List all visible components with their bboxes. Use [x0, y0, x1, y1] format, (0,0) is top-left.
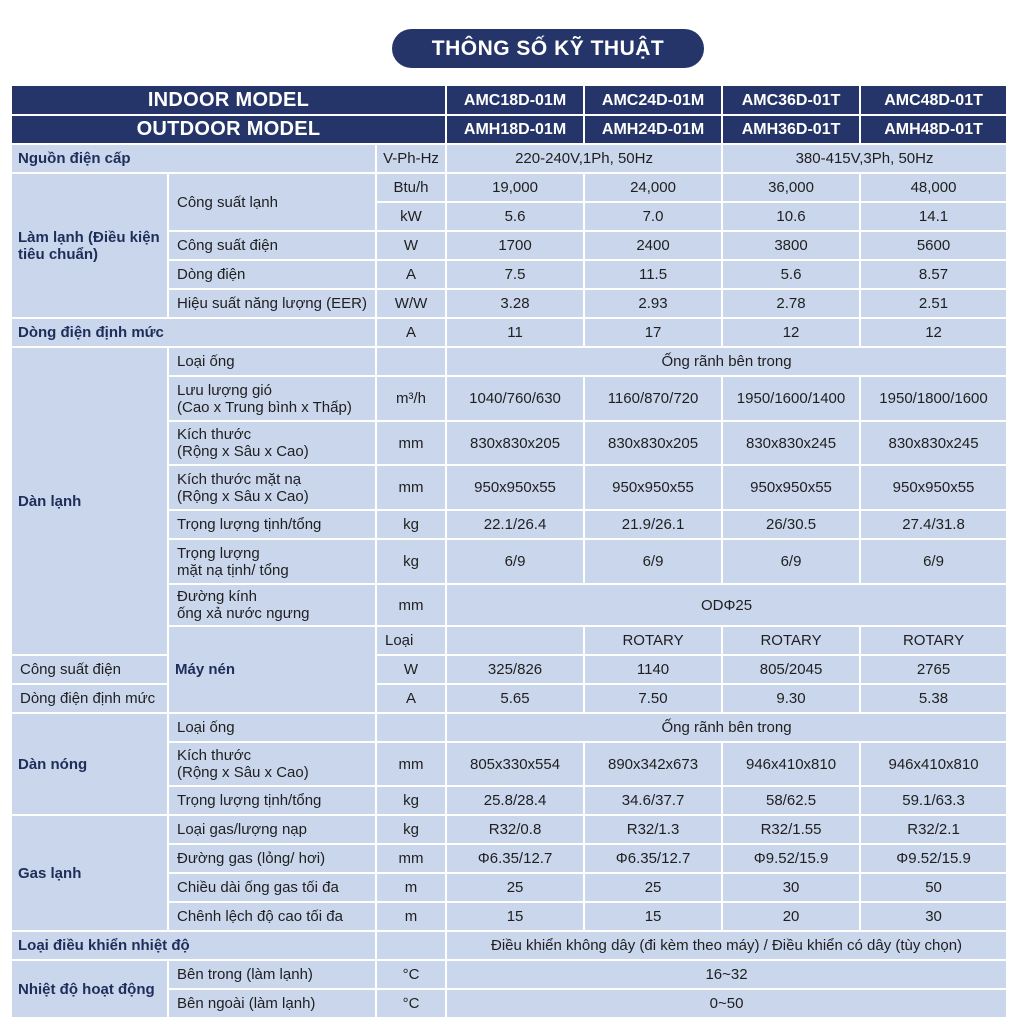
table-cell: °C: [376, 989, 446, 1018]
row-label: Trọng lượng tịnh/tổng: [168, 786, 376, 815]
table-cell: 5.6: [722, 260, 860, 289]
table-cell: 1950/1600/1400: [722, 376, 860, 421]
indoor-model-label: INDOOR MODEL: [12, 86, 446, 115]
table-cell: 48,000: [860, 173, 1007, 202]
table-cell: 25.8/28.4: [446, 786, 584, 815]
table-cell: 950x950x55: [446, 465, 584, 510]
indoor-model-1: AMC18D-01M: [446, 86, 584, 115]
page-title: THÔNG SỐ KỸ THUẬT: [392, 29, 704, 68]
outdoor-model-label: OUTDOOR MODEL: [12, 115, 446, 144]
row-label: Chênh lệch độ cao tối đa: [168, 902, 376, 931]
row-label-line: Lưu lượng gió: [177, 381, 272, 399]
cooling-group-label: Làm lạnh (Điều kiện tiêu chuẩn): [12, 173, 168, 318]
table-cell: 6/9: [446, 539, 584, 584]
rated-current-label: Dòng điện định mức: [12, 318, 376, 347]
table-cell: 10.6: [722, 202, 860, 231]
table-cell: 19,000: [446, 173, 584, 202]
table-cell: 34.6/37.7: [584, 786, 722, 815]
row-label: Công suất điện: [12, 655, 168, 684]
table-row: [12, 713, 1007, 742]
row-label-line: (Rộng x Sâu x Cao): [177, 764, 309, 781]
row-label-line: ống xả nước ngưng: [177, 605, 310, 622]
table-cell: 0~50: [446, 989, 1007, 1018]
table-cell: A: [376, 684, 446, 713]
table-cell: 11: [446, 318, 584, 347]
table-cell: 2.78: [722, 289, 860, 318]
spec-table: [12, 86, 1008, 1019]
row-label: Loại: [376, 626, 446, 655]
table-cell: 30: [722, 873, 860, 902]
table-cell: 830x830x205: [446, 421, 584, 465]
table-cell: R32/0.8: [446, 815, 584, 844]
power-supply-1ph: 220-240V,1Ph, 50Hz: [446, 144, 722, 173]
table-cell: 27.4/31.8: [860, 510, 1007, 539]
table-cell: 830x830x245: [722, 421, 860, 465]
control-row: [12, 931, 1007, 960]
table-cell: 950x950x55: [722, 465, 860, 510]
table-cell: kW: [376, 202, 446, 231]
table-cell: 16~32: [446, 960, 1007, 989]
table-cell: 58/62.5: [722, 786, 860, 815]
row-label: Bên trong (làm lạnh): [168, 960, 376, 989]
table-cell: 14.1: [860, 202, 1007, 231]
table-cell: °C: [376, 960, 446, 989]
row-label-line: Đường kính: [177, 588, 257, 605]
table-cell: 3800: [722, 231, 860, 260]
outdoor-model-2: AMH24D-01M: [584, 115, 722, 144]
table-cell: Φ9.52/15.9: [860, 844, 1007, 873]
table-cell: 805/2045: [722, 655, 860, 684]
table-cell: 1700: [446, 231, 584, 260]
table-cell: Φ6.35/12.7: [446, 844, 584, 873]
table-cell: kg: [376, 510, 446, 539]
table-cell: A: [376, 260, 446, 289]
compressor-group-label: Máy nén: [168, 626, 376, 713]
table-cell: 6/9: [584, 539, 722, 584]
table-cell: 950x950x55: [584, 465, 722, 510]
outdoor-model-3: AMH36D-01T: [722, 115, 860, 144]
table-cell: W: [376, 231, 446, 260]
row-label-line: Kích thước: [177, 747, 252, 764]
table-cell: kg: [376, 786, 446, 815]
table-cell: 2400: [584, 231, 722, 260]
row-label: [168, 539, 376, 584]
table-cell: Ống rãnh bên trong: [446, 713, 1007, 742]
table-cell: 24,000: [584, 173, 722, 202]
row-label: Loại ống: [168, 347, 376, 376]
table-cell: 7.0: [584, 202, 722, 231]
power-supply-label: Nguồn điện cấp: [12, 144, 376, 173]
table-cell: R32/1.55: [722, 815, 860, 844]
row-label-line: mặt nạ tịnh/ tổng: [177, 561, 289, 579]
table-cell: 1950/1800/1600: [860, 376, 1007, 421]
table-cell: 946x410x810: [722, 742, 860, 786]
row-label-line: Kích thước: [177, 426, 252, 443]
table-row: [12, 347, 1007, 376]
table-row: [12, 173, 1007, 202]
row-label-line: Kích thước mặt nạ: [177, 470, 302, 488]
table-cell: 22.1/26.4: [446, 510, 584, 539]
table-cell: [376, 713, 446, 742]
row-label: Bên ngoài (làm lạnh): [168, 989, 376, 1018]
refrigerant-group-label: Gas lạnh: [12, 815, 168, 931]
control-label: Loại điều khiển nhiệt độ: [12, 931, 376, 960]
table-cell: ROTARY: [860, 626, 1007, 655]
indoor-model-3: AMC36D-01T: [722, 86, 860, 115]
table-cell: 36,000: [722, 173, 860, 202]
outdoor-model-row: [12, 115, 1007, 144]
operating-temp-group-label: Nhiệt độ hoạt động: [12, 960, 168, 1018]
row-label: Đường gas (lỏng/ hơi): [168, 844, 376, 873]
table-cell: 7.50: [584, 684, 722, 713]
table-cell: 5.6: [446, 202, 584, 231]
table-row: [12, 815, 1007, 844]
indoor-model-4: AMC48D-01T: [860, 86, 1007, 115]
row-label: Công suất điện: [168, 231, 376, 260]
table-cell: Φ9.52/15.9: [722, 844, 860, 873]
table-cell: m³/h: [376, 376, 446, 421]
table-cell: 890x342x673: [584, 742, 722, 786]
table-cell: ROTARY: [584, 626, 722, 655]
table-cell: 17: [584, 318, 722, 347]
table-cell: 5600: [860, 231, 1007, 260]
table-cell: W: [376, 655, 446, 684]
table-cell: 805x330x554: [446, 742, 584, 786]
table-cell: kg: [376, 539, 446, 584]
table-cell: 5.38: [860, 684, 1007, 713]
table-cell: 950x950x55: [860, 465, 1007, 510]
table-cell: mm: [376, 584, 446, 626]
table-row: [12, 655, 1007, 684]
table-cell: [376, 347, 446, 376]
table-cell: 2.93: [584, 289, 722, 318]
row-label-line: (Rộng x Sâu x Cao): [177, 487, 309, 505]
row-label: [168, 421, 376, 465]
table-row: [12, 684, 1007, 713]
table-cell: 26/30.5: [722, 510, 860, 539]
table-cell: mm: [376, 465, 446, 510]
table-cell: mm: [376, 742, 446, 786]
table-cell: ROTARY: [722, 626, 860, 655]
table-cell: [376, 931, 446, 960]
table-cell: 59.1/63.3: [860, 786, 1007, 815]
table-cell: 1140: [584, 655, 722, 684]
table-row: [12, 960, 1007, 989]
table-cell: 946x410x810: [860, 742, 1007, 786]
row-label: Dòng điện định mức: [12, 684, 168, 713]
table-cell: 25: [446, 873, 584, 902]
table-cell: 1040/760/630: [446, 376, 584, 421]
rated-current-row: [12, 318, 1007, 347]
table-cell: R32/2.1: [860, 815, 1007, 844]
row-label: Hiệu suất năng lượng (EER): [168, 289, 376, 318]
outdoor-model-4: AMH48D-01T: [860, 115, 1007, 144]
table-cell: 50: [860, 873, 1007, 902]
row-label: Loại gas/lượng nạp: [168, 815, 376, 844]
outdoor-model-1: AMH18D-01M: [446, 115, 584, 144]
table-cell: 1160/870/720: [584, 376, 722, 421]
table-cell: W/W: [376, 289, 446, 318]
table-cell: 21.9/26.1: [584, 510, 722, 539]
table-cell: m: [376, 873, 446, 902]
table-cell: 15: [584, 902, 722, 931]
cooling-capacity-label: Công suất lạnh: [168, 173, 376, 231]
row-label-line: (Cao x Trung bình x Thấp): [177, 398, 352, 416]
table-cell: 6/9: [722, 539, 860, 584]
control-value: Điều khiển không dây (đi kèm theo máy) / Điều khiển có dây (tùy chọn): [446, 931, 1007, 960]
indoor-model-row: [12, 86, 1007, 115]
indoor-model-2: AMC24D-01M: [584, 86, 722, 115]
table-cell: 9.30: [722, 684, 860, 713]
row-label: Trọng lượng tịnh/tổng: [168, 510, 376, 539]
row-label-line: Trọng lượng: [177, 544, 260, 562]
table-cell: 15: [446, 902, 584, 931]
table-cell: ODΦ25: [446, 584, 1007, 626]
table-cell: 12: [860, 318, 1007, 347]
table-cell: 2765: [860, 655, 1007, 684]
row-label: Dòng điện: [168, 260, 376, 289]
table-cell: [446, 626, 584, 655]
row-label-line: (Rộng x Sâu x Cao): [177, 443, 309, 460]
table-cell: 830x830x205: [584, 421, 722, 465]
row-label: Loại ống: [168, 713, 376, 742]
table-cell: 6/9: [860, 539, 1007, 584]
table-cell: 20: [722, 902, 860, 931]
table-cell: m: [376, 902, 446, 931]
row-label: [168, 376, 376, 421]
table-cell: 2.51: [860, 289, 1007, 318]
row-label: [168, 584, 376, 626]
table-cell: 11.5: [584, 260, 722, 289]
row-label: [168, 742, 376, 786]
row-label: Chiều dài ống gas tối đa: [168, 873, 376, 902]
table-cell: mm: [376, 844, 446, 873]
table-cell: 25: [584, 873, 722, 902]
table-cell: Btu/h: [376, 173, 446, 202]
table-cell: 830x830x245: [860, 421, 1007, 465]
indoor-unit-group-label: Dàn lạnh: [12, 347, 168, 655]
table-cell: Φ6.35/12.7: [584, 844, 722, 873]
table-cell: mm: [376, 421, 446, 465]
power-supply-row: [12, 144, 1007, 173]
table-cell: 3.28: [446, 289, 584, 318]
table-cell: kg: [376, 815, 446, 844]
row-label: [168, 465, 376, 510]
table-cell: R32/1.3: [584, 815, 722, 844]
table-cell: 8.57: [860, 260, 1007, 289]
table-cell: A: [376, 318, 446, 347]
power-supply-unit: V-Ph-Hz: [376, 144, 446, 173]
table-cell: 12: [722, 318, 860, 347]
table-cell: 325/826: [446, 655, 584, 684]
table-cell: 5.65: [446, 684, 584, 713]
table-cell: Ống rãnh bên trong: [446, 347, 1007, 376]
power-supply-3ph: 380-415V,3Ph, 50Hz: [722, 144, 1007, 173]
outdoor-unit-group-label: Dàn nóng: [12, 713, 168, 815]
table-cell: 30: [860, 902, 1007, 931]
table-cell: 7.5: [446, 260, 584, 289]
